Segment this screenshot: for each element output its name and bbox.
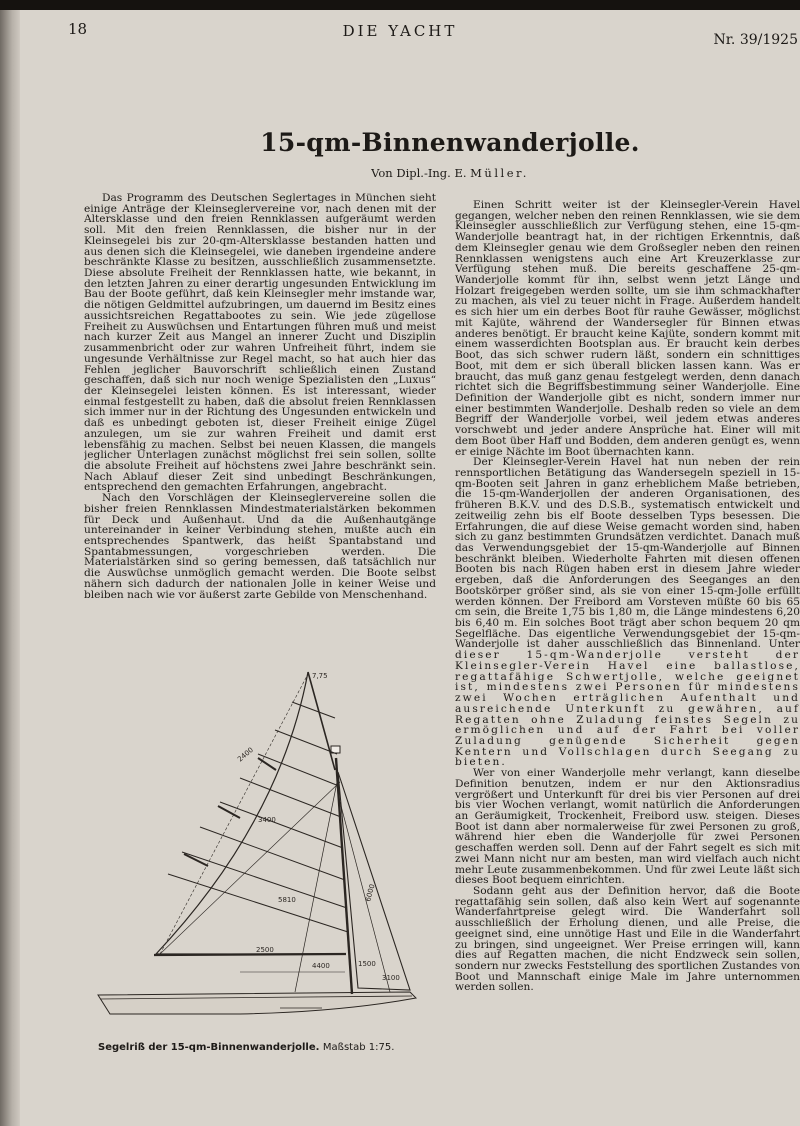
- paragraph: Das Programm des Deutschen Seglertages in München sieht einige Anträge der Kleinseglervereine vor, nach denen mit der Altersklasse und den freien Rennklassen aufgeräumt werden soll. Mit den freien Rennklassen, die bisher nur in der Kleinsegelei bis zur 20-qm-Altersklasse bestanden hatten und aus denen sich die Kleinsegelei, wie daneben irgendeine andere beschränkte Klasse zu besitzen, ausschließlich zusammensetzte. Diese absolute Freiheit der Rennklassen hatte, wie bekannt, in den letzten Jahren zu einer derartig ungesunden Entwicklung im Bau der Boote geführt, daß kein Kleinsegler mehr imstande war, die nötigen Geldmittel aufzubringen, um dauernd im Besitz eines aussichtsreichen Regattabootes zu sein. Wie jede zügellose Freiheit zu Auswüchsen und Entartungen führen muß und meist nach kurzer Zeit aus Mangel an innerer Zucht und Disziplin zusammenbricht oder zur wahren Unfreiheit führt, indem sie ungesunde Verhältnisse zur Regel macht, so hat auch hier das Fehlen jeglicher Bauvorschrift schließlich einen Zustand geschaffen, daß sich nur noch wenige Spezialisten den „Luxus“ der Kleinsegelei leisten können. Es ist interessant, wieder einmal festgestellt zu haben, daß die absolut freien Rennklassen sich immer nur in der Richtung des Ungesunden entwickeln und daß es unbedingt geboten ist, dieser Freiheit einige Zügel anzulegen, um sie zur wahren Freiheit und damit erst lebensfähig zu machen. Selbst bei neuen Klassen, die mangels jeglicher Unterlagen zunächst möglichst frei sein sollen, sollte die absolute Freiheit auf höchstens zwei Jahre beschränkt sein. Nach Ablauf dieser Zeit sind unbedingt Beschränkungen, entsprechend den gemachten Erfahrungen, angebracht.: [84, 193, 436, 494]
- article-title: 15-qm-Binnenwanderjolle.: [260, 128, 640, 157]
- dimension-label: 4400: [312, 962, 330, 970]
- dimension-label: 6000: [364, 883, 377, 903]
- dimension-label: 3400: [258, 816, 276, 824]
- gaff: [308, 672, 335, 770]
- dimension-label: 3100: [382, 974, 400, 982]
- dimension-label: 2500: [256, 946, 274, 954]
- mast: [336, 758, 352, 994]
- paragraph: Sodann geht aus der Definition hervor, daß die Boote regattafähig sein sollen, daß also kein Wert auf sogenannte Wanderfahrtpreise gelegt wird. Die Wanderfahrt soll ausschließlich der Erholung dienen, und alle Preise, die geeignet sind, eine unnötige Hast und Eile in die Wanderfahrt zu bringen, sind ungeeignet. Wer Preise erringen will, kann dies auf Regatten machen, die nicht Endzweck sein sollen, sondern nur zwecks Feststellung des sportlichen Zustandes von Boot und Mannschaft einige Male im Jahre unternommen werden sollen.: [455, 885, 800, 994]
- issue-number: Nr. 39/1925: [713, 32, 798, 48]
- page-number: 18: [68, 20, 88, 38]
- hull: [98, 992, 416, 1014]
- paragraph: Einen Schritt weiter ist der Kleinsegler-Verein Havel gegangen, welcher neben den reinen Rennklassen, wie sie dem Kleinsegler ausschließlich zur Verfügung stehen, eine 15-qm-Wanderjolle beantragt hat, in der richtigen Erkenntnis, daß dem Kleinsegler genau wie dem Großsegler neben den reinen Rennklassen wenigstens auch eine Art Kreuzerklasse zur Verfügung stehen muß. Die bereits geschaffene 25-qm-Wanderjolle kommt für ihn, selbst wenn jetzt Länge und Holzart freigegeben werden sollte, um sie ihm schmackhafter zu machen, als viel zu teuer nicht in Frage. Außerdem handelt es sich hier um ein derbes Boot für rauhe Gewässer, möglichst mit Kajüte, während der Wandersegler für Binnen etwas anderes benötigt. Er braucht keine Kajüte, sondern kommt mit einem wasserdichten Bootsplan aus. Er braucht kein derbes Boot, das sich schwer rudern läßt, sondern ein schnittiges Boot, mit dem er sich überall blicken lassen kann. Was er braucht, das muß ganz genau festgelegt werden, denn danach richtet sich die Begriffsbestimmung seiner Wanderjolle. Eine Definition der Wanderjolle gibt es nicht, sondern immer nur einer bestimmten Wanderjolle. Deshalb reden so viele an dem Begriff der Wanderjolle vorbei, weil jedem etwas anderes vorschwebt und jeder andere Ansprüche hat. Einer will mit dem Boot über Haff und Bodden, dem anderen genügt es, wenn er einige Nächte im Boot übernachten kann.: [455, 200, 800, 458]
- caption-text: Segelriß der 15-qm-Binnenwanderjolle.: [98, 1042, 320, 1053]
- right-column: [455, 200, 800, 1060]
- paragraph: Wer von einer Wanderjolle mehr verlangt, kann dieselbe Definition benutzen, indem er nur den Aktionsradius vergrößert und Unterkunft für drei bis vier Personen auf drei bis vier Wochen verlangt, womit natürlich die Anforderungen an Geräumigkeit, Trockenheit, Freibord usw. steigen. Dieses Boot ist dann aber normalerweise für zwei Personen zu groß, während hier eben die Wanderjolle für zwei Personen geschaffen werden soll. Denn auf der Fahrt segelt es sich mit zwei Mann nicht nur am besten, man wird vielfach auch nicht mehr Leute zusammenbekommen. Und für zwei Leute läßt sich dieses Boot bequem einrichten.: [455, 767, 800, 887]
- paragraph: Nach den Vorschlägen der Kleinseglervereine sollen die bisher freien Rennklassen Mindestmaterialstärken bekommen für Deck und Außenhaut. Und da die Außenhautgänge untereinander in keiner Verbindung stehen, mußte auch ein entsprechendes Spantwerk, das heißt Spantabstand und Spantabmessungen, vorgeschrieben werden. Die Materialstärken sind so gering bemessen, daß tatsächlich nur die Auswüchse unmöglich gemacht werden. Die Boote selbst nähern sich dadurch der nationalen Jolle in keiner Weise und bleiben nach wie vor äußerst zarte Gebilde von Menschenhand.: [84, 492, 436, 601]
- dimension-label: 7,75: [312, 672, 328, 680]
- byline: [0, 166, 800, 180]
- paragraph: [455, 457, 800, 768]
- boom: [154, 954, 346, 955]
- dimension-label: 1500: [358, 960, 376, 968]
- dimension-label: 5810: [278, 896, 296, 904]
- sail-plan-drawing: [90, 662, 440, 1042]
- caption-scale: Maßstab 1:75.: [322, 1042, 395, 1053]
- paragraph-text: Der Kleinsegler-Verein Havel hat nun neben der rein rennsportlichen Betätigung das Wandersegeln speziell in 15-qm-Booten seit Jahren in ganz erheblichem Maße betrieben, die 15-qm-Wanderjollen der anderen Organisationen, des früheren B.K.V. und des D.S.B., systematisch entwickelt und zeitweilig zehn bis elf Boote desselben Typs besessen. Die Erfahrungen, die auf diese Weise gemacht worden sind, haben sich zu ganz bestimmten Grundsätzen verdichtet. Danach muß das Verwendungsgebiet der 15-qm-Wanderjolle auf Binnen beschränkt bleiben. Wiederholte Fahrten mit diesen offenen Booten bis nach Rügen haben erst in diesem Jahre wieder ergeben, daß die Anforderungen des Seeganges an den Bootskörper größer sind, als sie von einer 15-qm-Jolle erfüllt werden können. Der Freibord am Vorsteven müßte 60 bis 65 cm sein, die Breite 1,75 bis 1,80 m, die Länge mindestens 6,20 bis 6,40 m. Ein solches Boot trägt aber schon bequem 20 qm Segelfläche. Das eigentliche Verwendungsgebiet der 15-qm-Wanderjolle ist daher ausschließlich das Binnenland. Unter: [455, 456, 800, 651]
- figure-caption: [98, 1042, 428, 1053]
- running-head: DIE YACHT: [342, 22, 458, 40]
- scan-top-border: [0, 0, 800, 10]
- left-column: [84, 193, 436, 639]
- definition-text: dieser 15-qm-Wanderjolle versteht der Kleinsegler-Verein Havel eine ballastlose, regattafähige Schwertjolle, welche geeignet ist, mindestens zwei Personen für mindestens zwei Wochen erträglichen Aufenthalt und ausreichende Unterkunft zu gewähren, auf Regatten ohne Zuladung feinstes Segeln zu ermöglichen und auf der Fahrt bei voller Zuladung genügende Sicherheit gegen Kentern und Vollschlagen durch Seegang zu bieten.: [455, 649, 800, 769]
- byline-name: Müller.: [470, 166, 529, 180]
- sail-plan-figure: [90, 662, 440, 1042]
- byline-prefix: Von Dipl.-Ing. E.: [371, 166, 467, 180]
- dimension-label: 2400: [236, 745, 255, 764]
